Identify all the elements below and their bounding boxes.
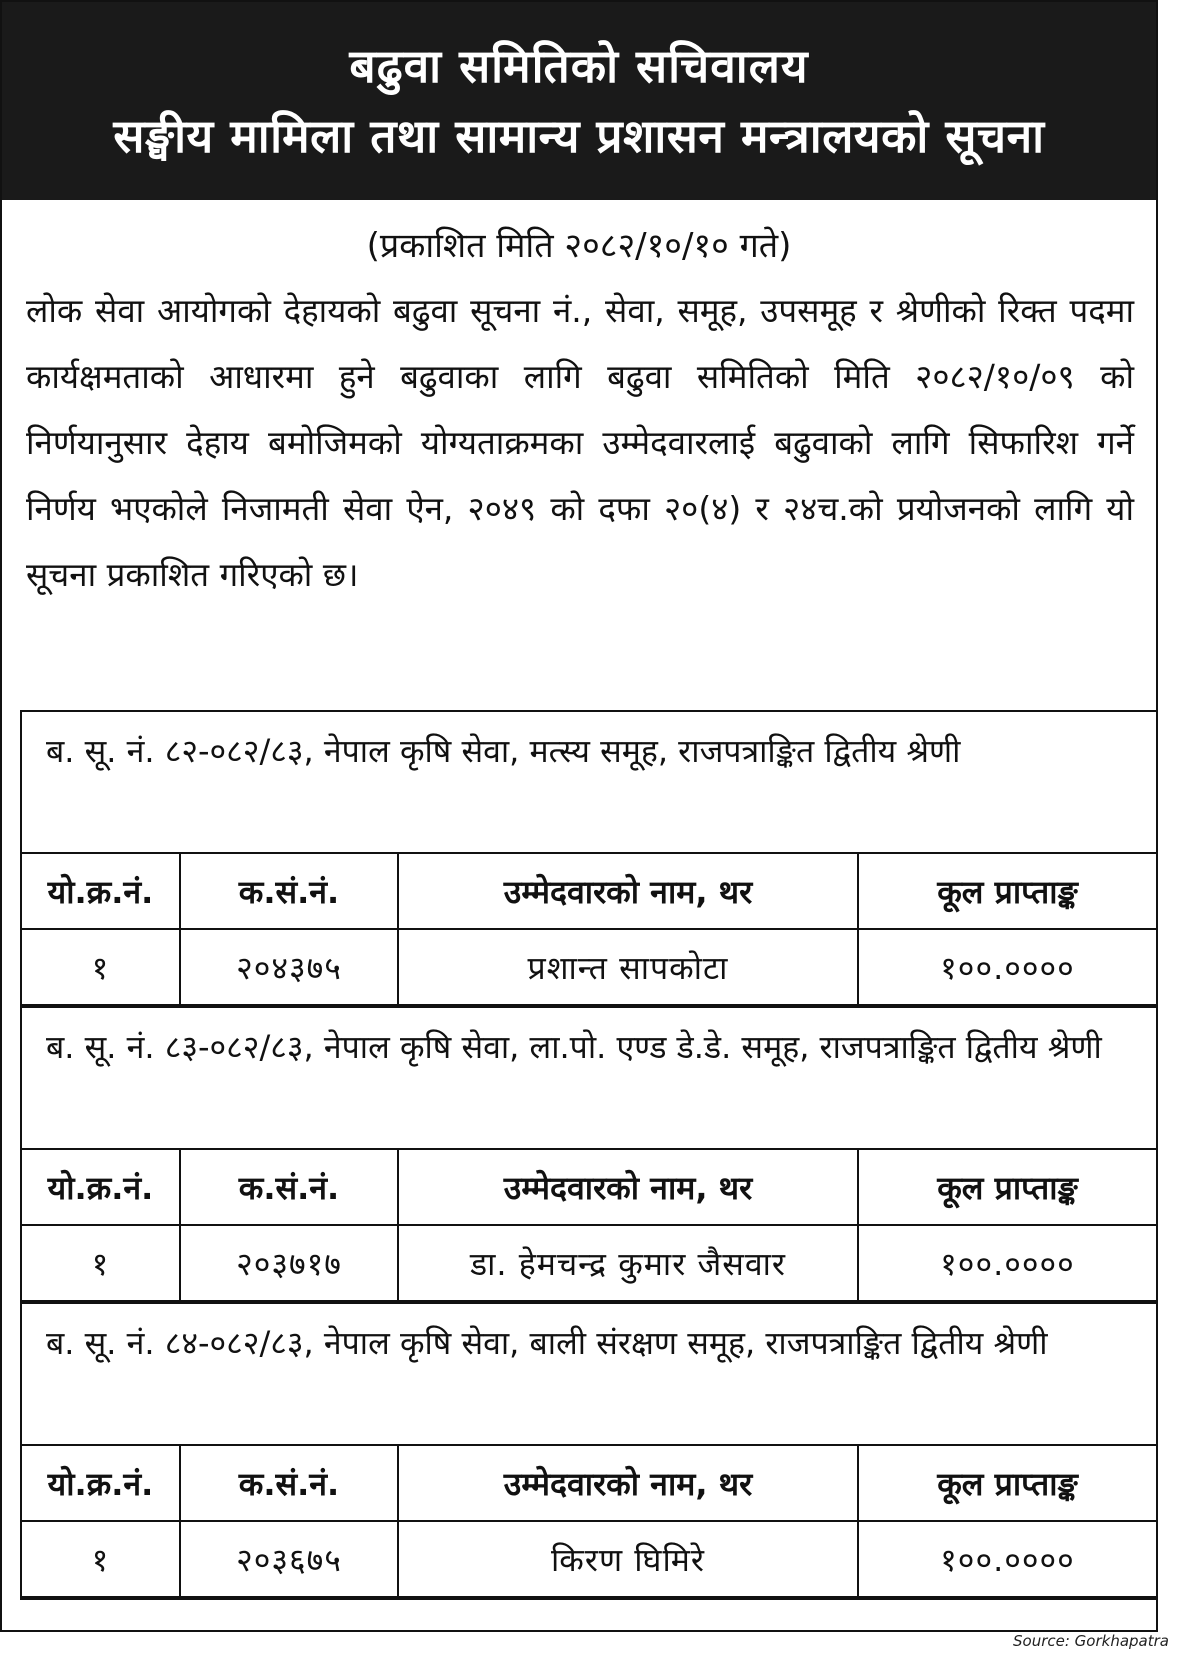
table-header-row	[22, 1150, 1156, 1225]
cell-serial: १	[22, 929, 180, 1005]
column-header-serial: यो.क्र.नं.	[22, 854, 180, 929]
section-heading: ब. सू. नं. ८४-०८२/८३, नेपाल कृषि सेवा, बाली संरक्षण समूह, राजपत्राङ्कित द्वितीय श्रेणी	[22, 1304, 1156, 1446]
section-heading: ब. सू. नं. ८२-०८२/८३, नेपाल कृषि सेवा, मत्स्य समूह, राजपत्राङ्कित द्वितीय श्रेणी	[22, 712, 1156, 854]
result-section	[20, 1302, 1158, 1600]
column-header-roll: क.सं.नं.	[180, 854, 398, 929]
column-header-serial: यो.क्र.नं.	[22, 1150, 180, 1225]
column-header-roll: क.सं.नं.	[180, 1150, 398, 1225]
cell-name: डा. हेमचन्द्र कुमार जैसवार	[398, 1225, 858, 1301]
header-title: बढुवा समितिको सचिवालय	[349, 39, 809, 93]
table-header-row	[22, 854, 1156, 929]
source-credit: Source: Gorkhapatra	[1013, 1632, 1169, 1650]
cell-name: प्रशान्त सापकोटा	[398, 929, 858, 1005]
results-tables	[20, 710, 1158, 1600]
table-row	[22, 1521, 1156, 1597]
result-table	[22, 854, 1156, 1006]
notice-body-text: लोक सेवा आयोगको देहायको बढुवा सूचना नं., सेवा, समूह, उपसमूह र श्रेणीको रिक्त पदमा कार्यक्षमताको आधारमा हुने बढुवाका लागि बढुवा समितिको मिति २०८२/१०/०९ को निर्णयानुसार देहाय बमोजिमको योग्यताक्रमका उम्मेदवारलाई बढुवाको लागि सिफारिश गर्ने निर्णय भएकोले निजामती सेवा ऐन, २०४९ को दफा २०(४) र २४च.को प्रयोजनको लागि यो सूचना प्रकाशित गरिएको छ।	[26, 291, 1134, 594]
publication-date: (प्रकाशित मिति २०८२/१०/१० गते)	[366, 226, 792, 266]
column-header-roll: क.सं.नं.	[180, 1446, 398, 1521]
cell-marks: १००.००००	[858, 1521, 1156, 1597]
column-header-name: उम्मेदवारको नाम, थर	[398, 1150, 858, 1225]
cell-marks: १००.००००	[858, 929, 1156, 1005]
section-heading: ब. सू. नं. ८३-०८२/८३, नेपाल कृषि सेवा, ला.पो. एण्ड डे.डे. समूह, राजपत्राङ्कित द्वितीय श्रेणी	[22, 1008, 1156, 1150]
table-row	[22, 1225, 1156, 1301]
cell-name: किरण घिमिरे	[398, 1521, 858, 1597]
result-section	[20, 710, 1158, 1006]
column-header-marks: कूल प्राप्ताङ्क	[858, 1150, 1156, 1225]
table-header-row	[22, 1446, 1156, 1521]
result-table	[22, 1150, 1156, 1302]
column-header-name: उम्मेदवारको नाम, थर	[398, 1446, 858, 1521]
cell-serial: १	[22, 1225, 180, 1301]
cell-roll: २०३६७५	[180, 1521, 398, 1597]
cell-serial: १	[22, 1521, 180, 1597]
result-table	[22, 1446, 1156, 1598]
notice-header	[2, 2, 1156, 200]
column-header-serial: यो.क्र.नं.	[22, 1446, 180, 1521]
table-row	[22, 929, 1156, 1005]
cell-roll: २०३७१७	[180, 1225, 398, 1301]
result-section	[20, 1006, 1158, 1302]
header-subtitle: सङ्घीय मामिला तथा सामान्य प्रशासन मन्त्रालयको सूचना	[113, 109, 1045, 163]
cell-roll: २०४३७५	[180, 929, 398, 1005]
cell-marks: १००.००००	[858, 1225, 1156, 1301]
column-header-marks: कूल प्राप्ताङ्क	[858, 854, 1156, 929]
column-header-name: उम्मेदवारको नाम, थर	[398, 854, 858, 929]
column-header-marks: कूल प्राप्ताङ्क	[858, 1446, 1156, 1521]
